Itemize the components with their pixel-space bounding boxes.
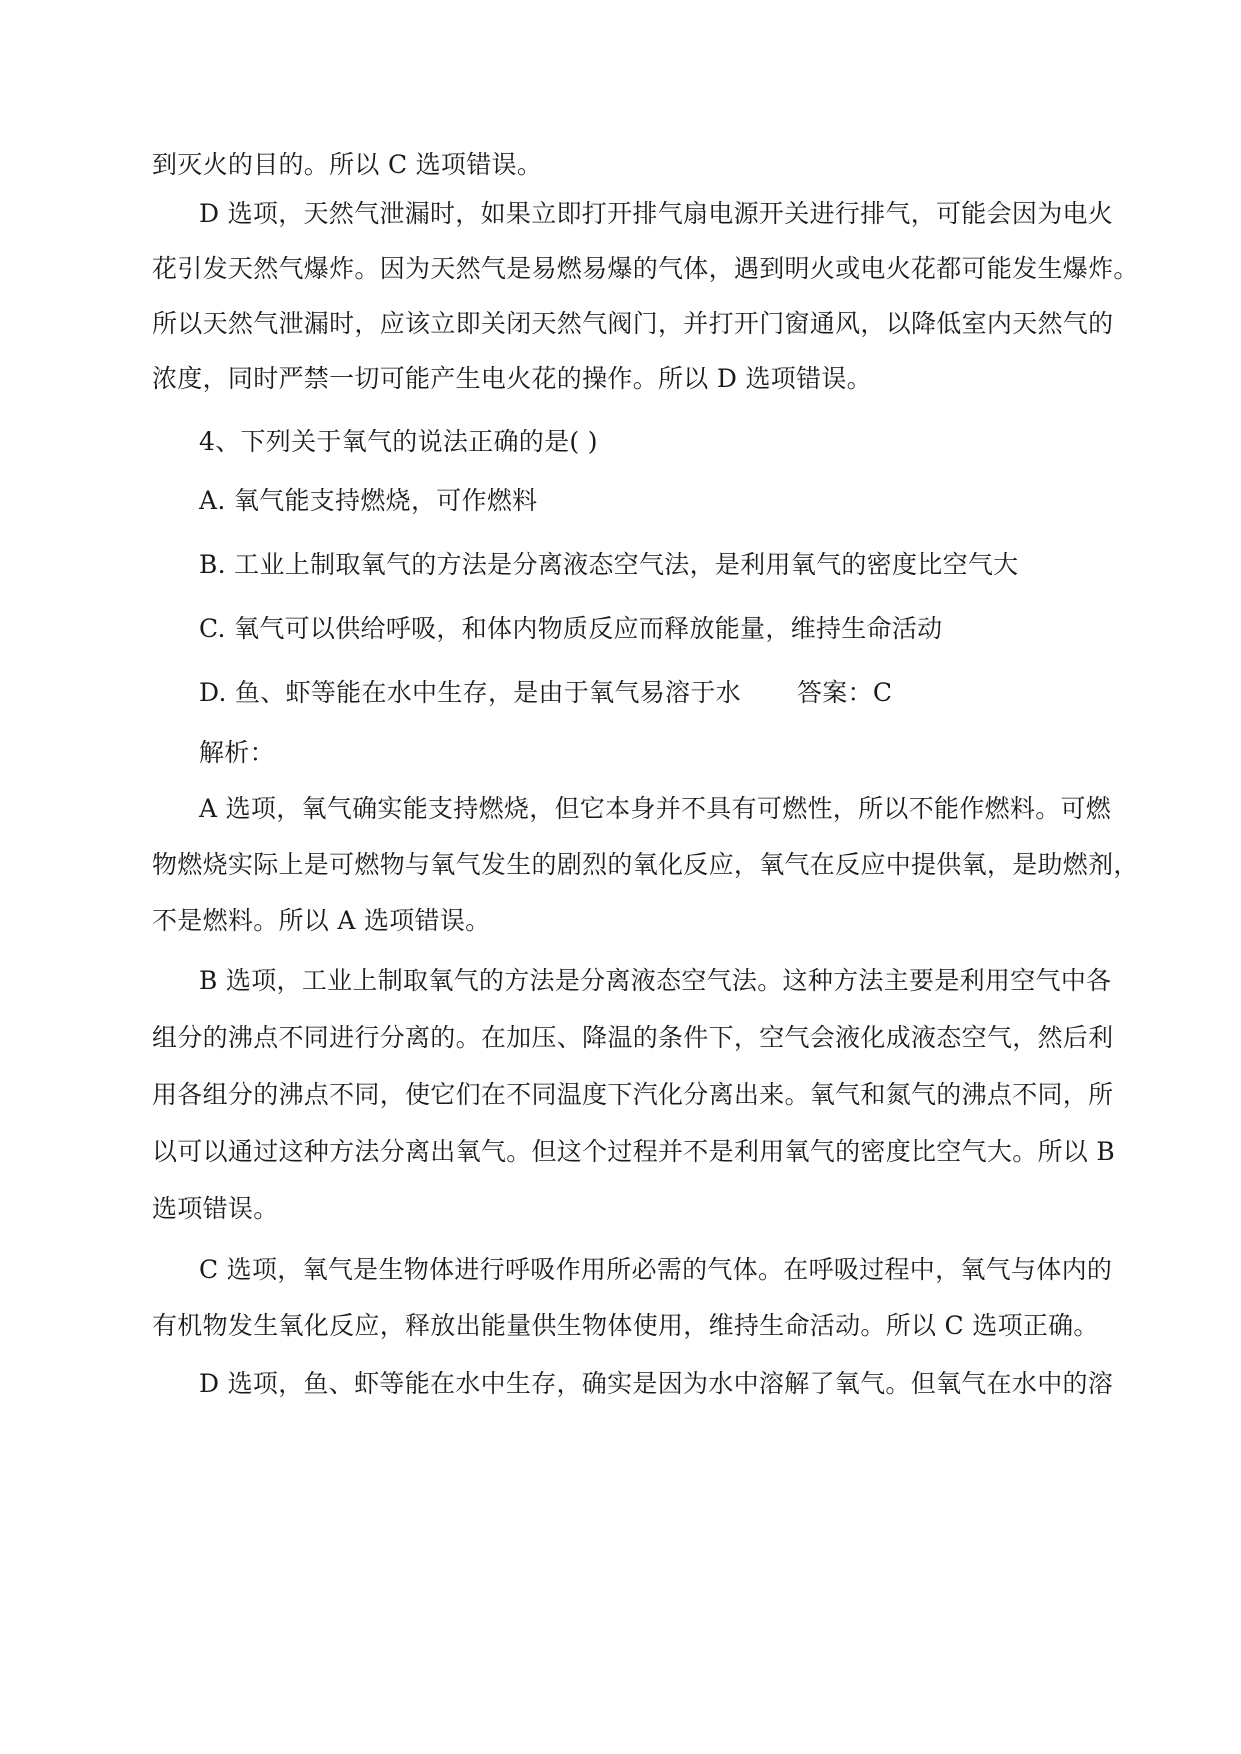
text-line: 所以天然气泄漏时，应该立即关闭天然气阀门，并打开门窗通风，以降低室内天然气的 <box>152 309 1114 338</box>
text-line: 不是燃料。所以 A 选项错误。 <box>152 906 491 935</box>
question-title: 4、下列关于氧气的说法正确的是( ) <box>199 427 598 456</box>
option-c: C. 氧气可以供给呼吸，和体内物质反应而释放能量，维持生命活动 <box>199 614 943 643</box>
text-line: 组分的沸点不同进行分离的。在加压、降温的条件下，空气会液化成液态空气，然后利 <box>152 1023 1114 1052</box>
option-d-row <box>199 676 1139 710</box>
text-line: 到灭火的目的。所以 C 选项错误。 <box>152 150 543 179</box>
paragraph-line: A 选项，氧气确实能支持燃烧，但它本身并不具有可燃性，所以不能作燃料。可燃 <box>199 794 1112 823</box>
answer: 答案：C <box>796 678 893 707</box>
text-line: 选项错误。 <box>152 1194 279 1223</box>
text-line: 有机物发生氧化反应，释放出能量供生物体使用，维持生命活动。所以 C 选项正确。 <box>152 1311 1099 1340</box>
text-line: 物燃烧实际上是可燃物与氧气发生的剧烈的氧化反应，氧气在反应中提供氧，是助燃剂， <box>152 850 1139 879</box>
option-b: B. 工业上制取氧气的方法是分离液态空气法，是利用氧气的密度比空气大 <box>199 550 1019 579</box>
paragraph-line: C 选项，氧气是生物体进行呼吸作用所必需的气体。在呼吸过程中，氧气与体内的 <box>199 1255 1113 1284</box>
paragraph-line: D 选项，鱼、虾等能在水中生存，确实是因为水中溶解了氧气。但氧气在水中的溶 <box>199 1369 1114 1398</box>
text-line: 花引发天然气爆炸。因为天然气是易燃易爆的气体，遇到明火或电火花都可能发生爆炸。 <box>152 254 1139 283</box>
text-line: 用各组分的沸点不同，使它们在不同温度下汽化分离出来。氧气和氮气的沸点不同，所 <box>152 1080 1114 1109</box>
paragraph-line: B 选项，工业上制取氧气的方法是分离液态空气法。这种方法主要是利用空气中各 <box>199 966 1112 995</box>
option-a: A. 氧气能支持燃烧，可作燃料 <box>199 486 538 515</box>
analysis-heading: 解析： <box>199 738 275 767</box>
option-d: D. 鱼、虾等能在水中生存，是由于氧气易溶于水 <box>199 678 741 707</box>
text-line: 浓度，同时严禁一切可能产生电火花的操作。所以 D 选项错误。 <box>152 364 872 393</box>
text-line: 以可以通过这种方法分离出氧气。但这个过程并不是利用氧气的密度比空气大。所以 B <box>152 1137 1116 1166</box>
paragraph-line: D 选项，天然气泄漏时，如果立即打开排气扇电源开关进行排气，可能会因为电火 <box>199 199 1114 228</box>
